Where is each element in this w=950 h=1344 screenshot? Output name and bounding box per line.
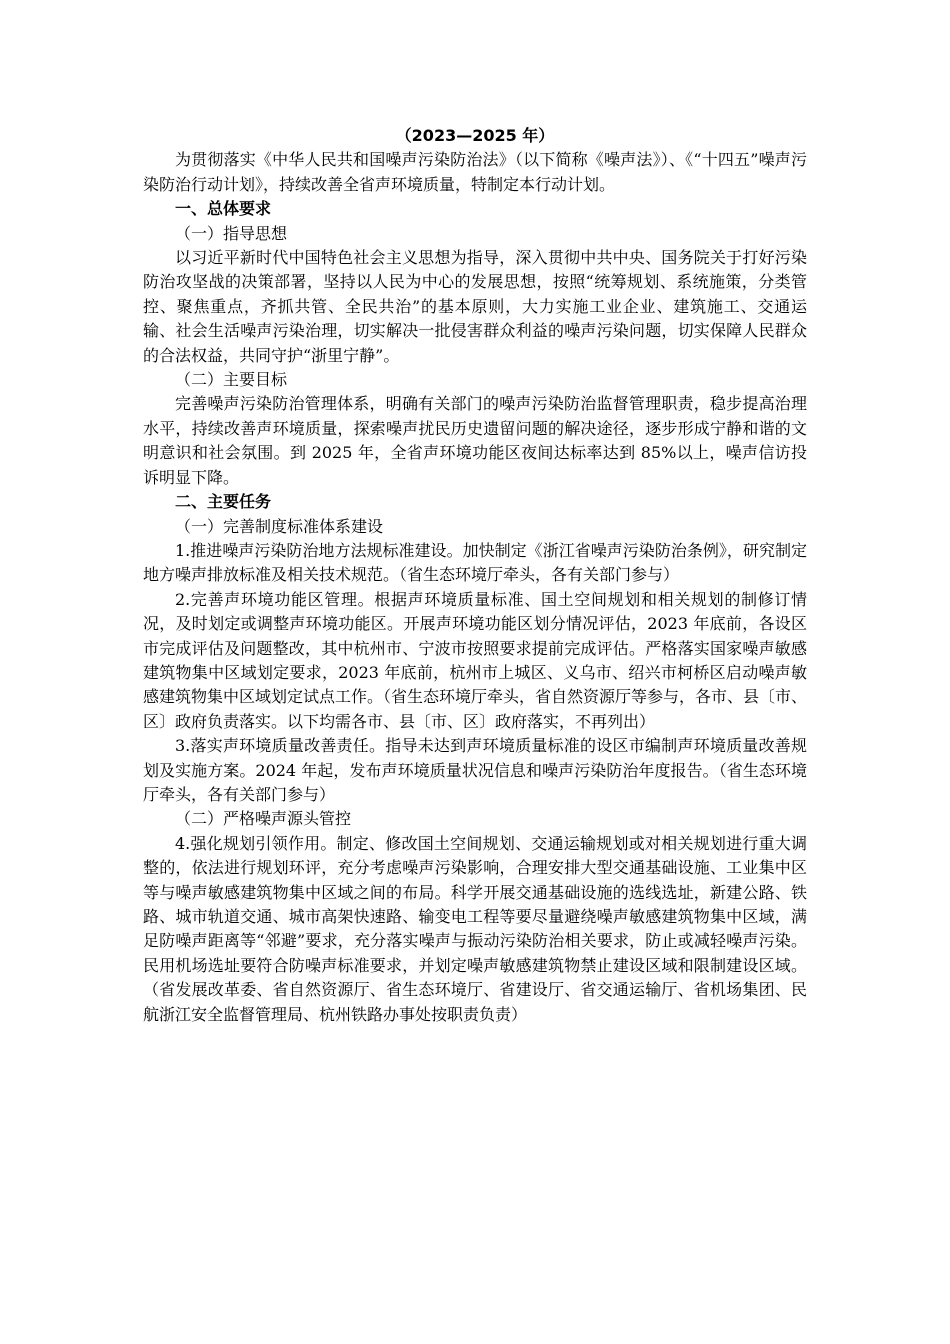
- subsection-heading: （一）完善制度标准体系建设: [175, 516, 384, 536]
- paragraph: 完善噪声污染防治管理体系，明确有关部门的噪声污染防治监督管理职责，稳步提高治理水平，持续改善声环境质量，探索噪声扰民历史遗留问题的解决途径，逐步形成宁静和谐的文明意识和社会氛围。到 2025 年，全省声环境功能区夜间达标率达到 85%以上，噪声信访投诉明显下降。: [143, 394, 807, 487]
- document-page: [143, 124, 807, 1027]
- paragraph: 为贯彻落实《中华人民共和国噪声污染防治法》（以下简称《噪声法》）、《“十四五”噪声污染防治行动计划》，持续改善全省声环境质量，特制定本行动计划。: [143, 150, 807, 194]
- section-heading: 二、主要任务: [175, 492, 272, 512]
- paragraph: 3.落实声环境质量改善责任。指导未达到声环境质量标准的设区市编制声环境质量改善规划及实施方案。2024 年起，发布声环境质量状况信息和噪声污染防治年度报告。（省生态环境厅牵头，各有关部门参与）: [143, 736, 807, 804]
- section-heading: 一、总体要求: [175, 199, 272, 219]
- subsection-heading: （一）指导思想: [175, 223, 288, 243]
- document-body: [143, 148, 807, 1027]
- paragraph: 2.完善声环境功能区管理。根据声环境质量标准、国土空间规划和相关规划的制修订情况，及时划定或调整声环境功能区。开展声环境功能区划分情况评估，2023 年底前，各设区市完成评估及问题整改，其中杭州市、宁波市按照要求提前完成评估。严格落实国家噪声敏感建筑物集中区域划定要求，2023 年底前，杭州市上城区、义乌市、绍兴市柯桥区启动噪声敏感建筑物集中区域划定试点工作。（省生态环境厅牵头，省自然资源厅等参与，各市、县〔市、区〕政府负责落实。以下均需各市、县〔市、区〕政府落实，不再列出）: [143, 589, 808, 731]
- subsection-heading: （二）主要目标: [175, 370, 288, 390]
- paragraph: 4.强化规划引领作用。制定、修改国土空间规划、交通运输规划或对相关规划进行重大调整的，依法进行规划环评，充分考虑噪声污染影响，合理安排大型交通基础设施、工业集中区等与噪声敏感建筑物集中区域之间的布局。科学开展交通基础设施的选线选址，新建公路、铁路、城市轨道交通、城市高架快速路、输变电工程等要尽量避绕噪声敏感建筑物集中区域，满足防噪声距离等“邻避”要求，充分落实噪声与振动污染防治相关要求，防止或减轻噪声污染。民用机场选址要符合防噪声标准要求，并划定噪声敏感建筑物禁止建设区域和限制建设区域。（省发展改革委、省自然资源厅、省生态环境厅、省建设厅、省交通运输厅、省机场集团、民航浙江安全监督管理局、杭州铁路办事处按职责负责）: [143, 833, 807, 1024]
- subsection-heading: （二）严格噪声源头管控: [175, 809, 352, 829]
- paragraph: 1.推进噪声污染防治地方法规标准建设。加快制定《浙江省噪声污染防治条例》，研究制定地方噪声排放标准及相关技术规范。（省生态环境厅牵头，各有关部门参与）: [143, 540, 807, 585]
- document-subtitle: （2023—2025 年）: [395, 126, 555, 145]
- paragraph: 以习近平新时代中国特色社会主义思想为指导，深入贯彻中共中央、国务院关于打好污染防治攻坚战的决策部署，坚持以人民为中心的发展思想，按照“统筹规划、系统施策，分类管控、聚焦重点，齐抓共管、全民共治”的基本原则，大力实施工业企业、建筑施工、交通运输、社会生活噪声污染治理，切实解决一批侵害群众利益的噪声污染问题，切实保障人民群众的合法权益，共同守护“浙里宁静”。: [143, 248, 807, 365]
